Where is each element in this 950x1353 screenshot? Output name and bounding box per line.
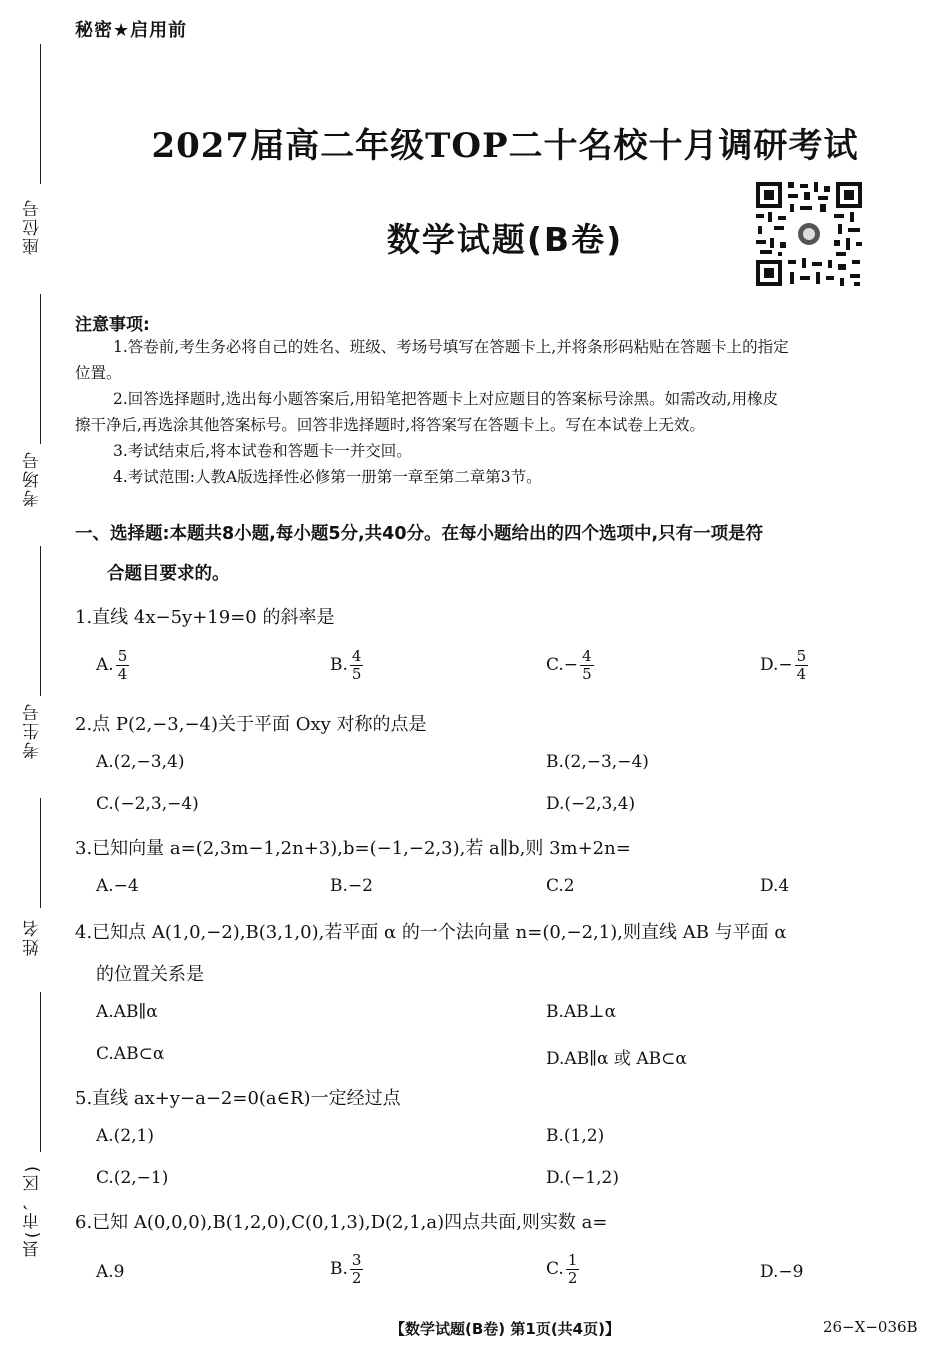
paper-code: 26−X−036B [823, 1318, 918, 1336]
q1-option-a: A. $\frac{5}{4}$ [96, 647, 128, 683]
question-1-stem: 1.直线 4x−5y+19=0 的斜率是 [75, 607, 335, 628]
candidate-number-label: 考生号 [23, 702, 43, 759]
question-3-stem: 3.已知向量 a=(2,3m−1,2n+3),b=(−1,−2,3),若 a∥b,则 3m+2n= [75, 838, 631, 859]
q6-option-c: C. $\frac{1}{2}$ [546, 1251, 578, 1287]
seat-number-label: 座位号 [23, 198, 43, 255]
q3-option-c: C.2 [546, 876, 575, 896]
q6-option-b: B. $\frac{3}{2}$ [330, 1251, 362, 1287]
section-heading-line: 合题目要求的。 [107, 564, 230, 584]
q4-option-d: D.AB∥α 或 AB⊂α [546, 1049, 687, 1069]
qr-code [754, 180, 864, 288]
exam-title: 2027届高二年级TOP二十名校十月调研考试 [151, 126, 859, 166]
q1-option-b: B. $\frac{4}{5}$ [330, 647, 362, 683]
exam-room-label: 考场号 [23, 450, 43, 507]
question-2-stem: 2.点 P(2,−3,−4)关于平面 Oxy 对称的点是 [75, 714, 427, 735]
notice-list [75, 334, 935, 490]
name-label: 姓名 [23, 918, 43, 956]
question-4-stem: 4.已知点 A(1,0,−2),B(3,1,0),若平面 α 的一个法向量 n=(0,−2,1),则直线 AB 与平面 α [75, 922, 787, 943]
q2-option-a: A.(2,−3,4) [96, 752, 185, 772]
question-5-stem: 5.直线 ax+y−a−2=0(a∈R)一定经过点 [75, 1088, 401, 1109]
margin-line [40, 992, 41, 1152]
page-footer: 【数学试题(B卷) 第1页(共4页)】 [390, 1320, 620, 1338]
notice-item: 3.考试结束后,将本试卷和答题卡一并交回。 [113, 442, 412, 460]
question-6-stem: 6.已知 A(0,0,0),B(1,2,0),C(0,1,3),D(2,1,a)四点共面,则实数 a= [75, 1212, 608, 1233]
q2-option-d: D.(−2,3,4) [546, 794, 636, 814]
question-4-stem-cont: 的位置关系是 [96, 964, 204, 985]
margin-line [40, 798, 41, 908]
exam-subtitle: 数学试题(B卷) [386, 220, 624, 259]
notice-item: 4.考试范围:人教A版选择性必修第一册第一章至第二章第3节。 [113, 468, 542, 486]
q2-option-c: C.(−2,3,−4) [96, 794, 199, 814]
q1-option-c: C.− $\frac{4}{5}$ [546, 647, 592, 683]
q3-option-b: B.−2 [330, 876, 373, 896]
notice-heading: 注意事项: [75, 315, 150, 335]
q5-option-c: C.(2,−1) [96, 1168, 169, 1188]
confidential-label: 秘密★启用前 [75, 20, 188, 41]
q2-option-b: B.(2,−3,−4) [546, 752, 649, 772]
margin-line [40, 294, 41, 444]
q1-option-d: D.− $\frac{5}{4}$ [760, 647, 807, 683]
q6-option-a: A.9 [96, 1262, 125, 1282]
q4-option-b: B.AB⊥α [546, 1002, 617, 1022]
notice-item: 1.答卷前,考生务必将自己的姓名、班级、考场号填写在答题卡上,并将条形码粘贴在答题卡上的指定 [113, 338, 789, 356]
notice-item: 2.回答选择题时,选出每小题答案后,用铅笔把答题卡上对应题目的答案标号涂黑。如需改动,用橡皮 [113, 390, 779, 408]
q4-option-c: C.AB⊂α [96, 1044, 165, 1064]
q4-option-a: A.AB∥α [96, 1002, 158, 1022]
q5-option-b: B.(1,2) [546, 1126, 605, 1146]
notice-item: 位置。 [75, 364, 122, 382]
q3-option-d: D.4 [760, 876, 790, 896]
q5-option-d: D.(−1,2) [546, 1168, 619, 1188]
notice-item: 擦干净后,再选涂其他答案标号。回答非选择题时,将答案写在答题卡上。写在本试卷上无效。 [75, 416, 705, 434]
section-heading-line: 一、选择题:本题共8小题,每小题5分,共40分。在每小题给出的四个选项中,只有一项是符 [75, 524, 764, 544]
section-heading [75, 514, 937, 594]
margin-line [40, 546, 41, 696]
q3-option-a: A.−4 [96, 876, 139, 896]
q6-option-d: D.−9 [760, 1262, 804, 1282]
county-label: 县(市、区) [23, 1164, 43, 1258]
q5-option-a: A.(2,1) [96, 1126, 154, 1146]
